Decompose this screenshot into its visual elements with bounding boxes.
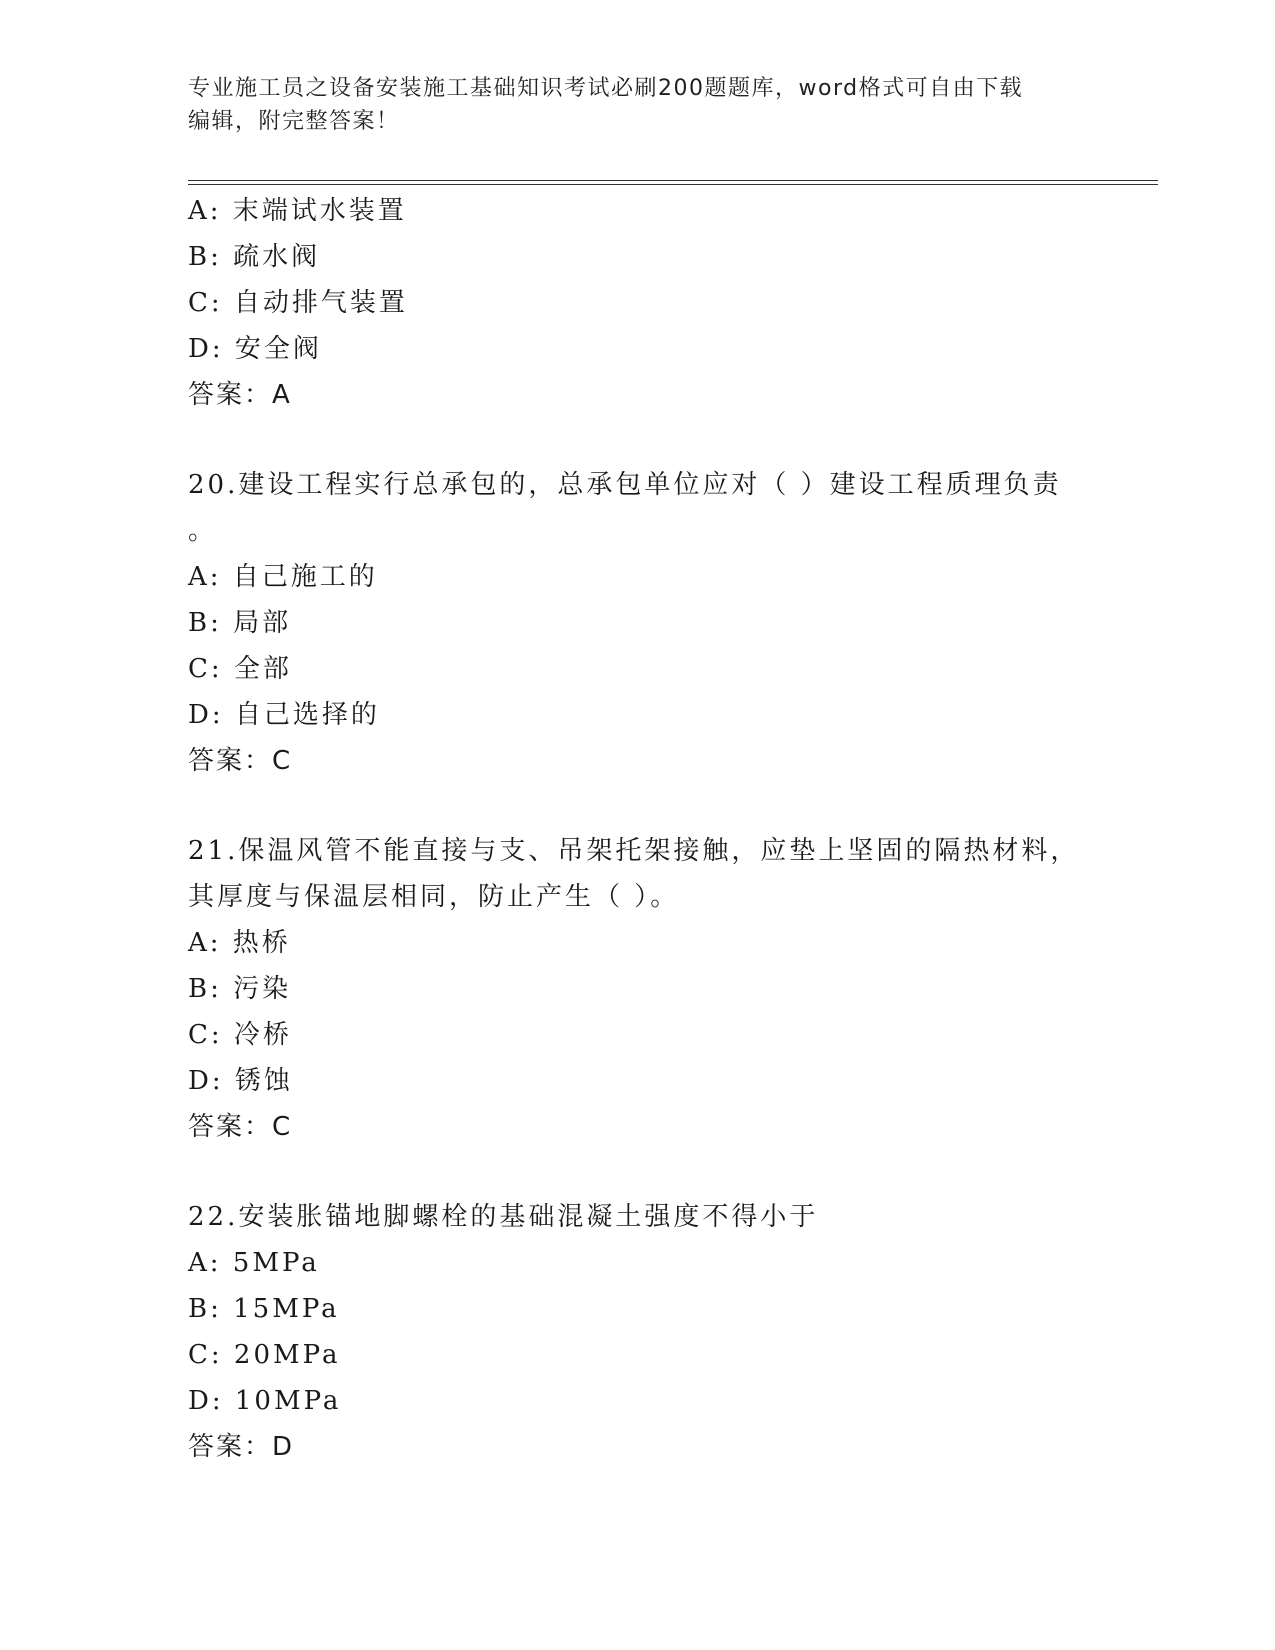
question-text: 20.建设工程实行总承包的，总承包单位应对（ ）建设工程质理负责 [188, 470, 1062, 500]
question-block [188, 1194, 1108, 1470]
question-block [188, 462, 1108, 784]
header-line-2: 编辑，附完整答案！ [188, 109, 400, 134]
header-divider-bottom [188, 184, 1158, 185]
option-c: C: 20MPa [188, 1340, 341, 1370]
answer: 答案：A [188, 380, 292, 410]
option-d: D: 锈蚀 [188, 1066, 293, 1096]
header-divider-top [188, 180, 1158, 181]
question-text: 其厚度与保温层相同，防止产生（ ）。 [188, 882, 680, 912]
question-block [188, 188, 1108, 418]
option-b: B: 局部 [188, 608, 292, 638]
question-text: 21.保温风管不能直接与支、吊架托架接触，应垫上坚固的隔热材料， [188, 836, 1080, 866]
answer: 答案：C [188, 1112, 293, 1142]
option-c: C: 全部 [188, 654, 292, 684]
option-d: D: 安全阀 [188, 334, 322, 364]
option-c: C: 自动排气装置 [188, 288, 408, 318]
option-a: A: 5MPa [188, 1248, 320, 1278]
option-a: A: 末端试水装置 [188, 196, 407, 226]
option-a: A: 自己施工的 [188, 562, 378, 592]
option-d: D: 自己选择的 [188, 700, 380, 730]
option-a: A: 热桥 [188, 928, 291, 958]
option-b: B: 污染 [188, 974, 292, 1004]
question-block [188, 828, 1108, 1150]
question-text: 22.安装胀锚地脚螺栓的基础混凝土强度不得小于 [188, 1202, 819, 1232]
header-line-1: 专业施工员之设备安装施工基础知识考试必刷200题题库，word格式可自由下载 [188, 76, 1024, 101]
document-header [188, 72, 1088, 138]
option-c: C: 冷桥 [188, 1020, 292, 1050]
question-text: 。 [188, 516, 218, 546]
option-b: B: 疏水阀 [188, 242, 321, 272]
answer: 答案：C [188, 746, 293, 776]
option-b: B: 15MPa [188, 1294, 340, 1324]
answer: 答案：D [188, 1432, 295, 1462]
option-d: D: 10MPa [188, 1386, 342, 1416]
question-list [188, 188, 1108, 1470]
